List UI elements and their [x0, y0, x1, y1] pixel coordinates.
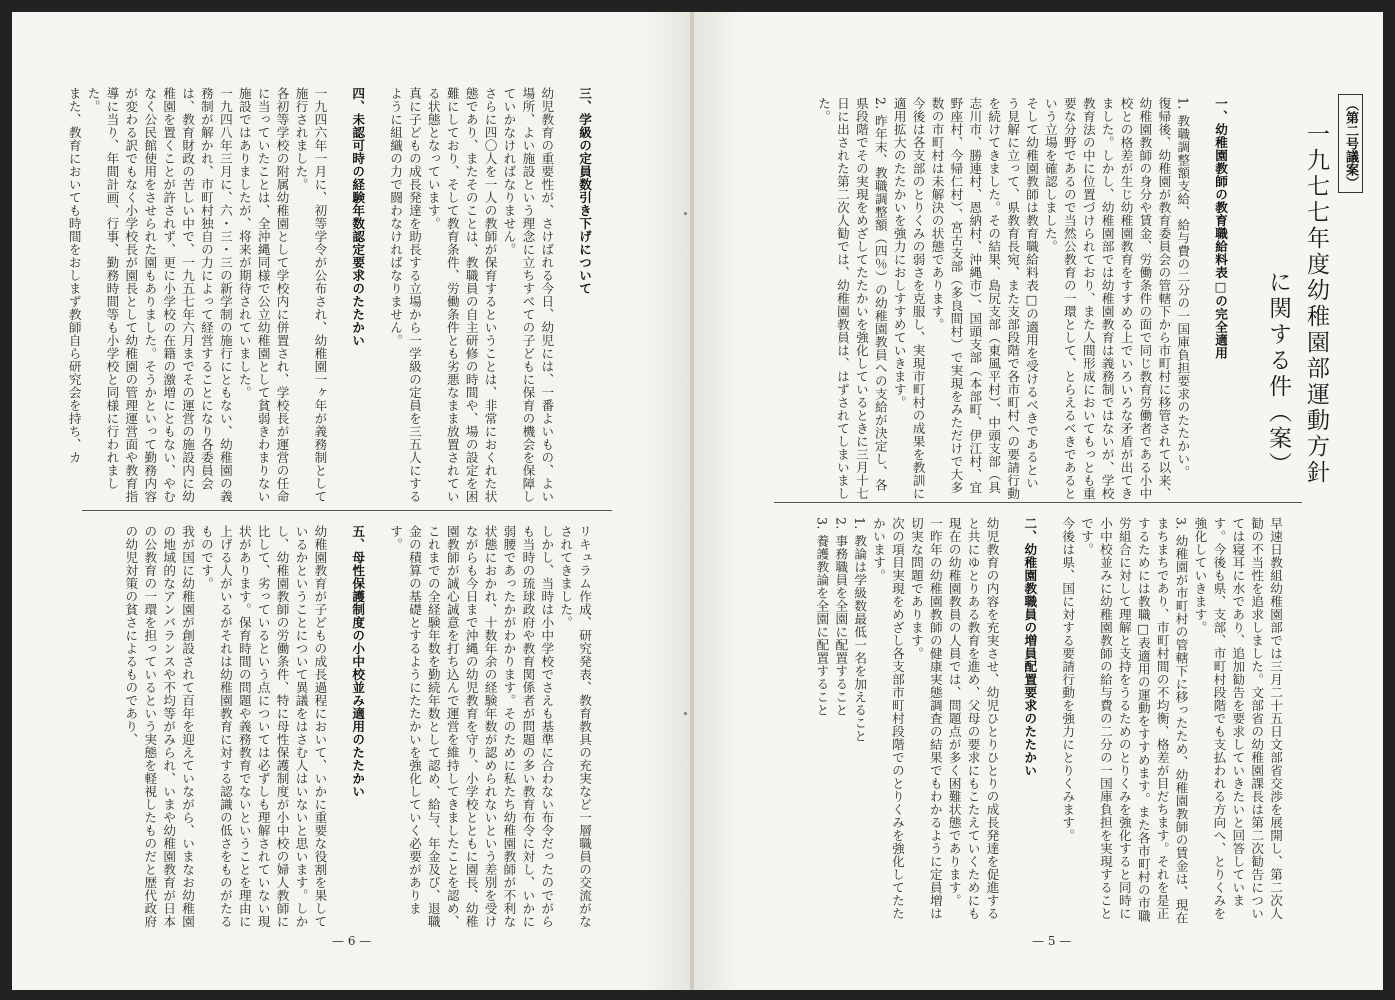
staple-mark: [684, 712, 687, 715]
staple-mark: [684, 212, 687, 215]
section-4-heading: 四、未認可時の経験年数認定要求のたたかい: [350, 87, 366, 347]
left-page: [12, 12, 693, 990]
left-upper-text: [66, 87, 612, 507]
section-1-body: 1. 教職調整額支給、給与費の二分の一国庫負担要求のたたかい。 復帰後、幼稚園が教育委員会の管轄下から市町村に移管されて以来、幼稚園教師の身分や賃金、労働条件の面で同じ教育労働者である小中校との格差が生じ幼稚園教育をすすめる上でいろいろな矛盾が出てきました。しかし、幼稚園部では幼稚園教育は義務制ではないが、学校教育法の中に位置づけられており、また人間形成においてもっとも重要な分野であるので当然公教育の一環として、とらえるべきであるという立場を確認しました。 そして幼稚園教師は教育職給料表□の適用を受けるべきであるという見解に立って、県教育長宛、また支部段階で各市町村への要請行動を続けてきました。その結果、島尻支部（東風平村）、中頭支部（具志川市、勝連村、恩納村、沖縄市）、国頭支部（本部町、伊江村、宜野座村、今帰仁村）、宮古支部（多良間村）で実現をみただけで大多数の市町村は未解決の状態であります。 今後は各支部のとりくみの弱さを克服し、実現市町村の成果を教訓に適用拡大のたたかいを強力におしすすめていきます。 2. 昨年末、教職調整額（四％）の幼稚園教員への支給が決定し、各県段階でその実現をめざしてたたかいを強化しているときに三月十七日に出された第二次人勧では、幼稚園教員は、はずされてしまいました。: [816, 97, 1191, 500]
section-1-heading: 一、幼稚園教師の教育職給料表□の完全適用: [1213, 97, 1229, 360]
right-divider: [774, 502, 1302, 503]
document-title-line-1: 一九七七年度幼稚園部運動方針: [1303, 122, 1329, 486]
section-2-heading: 二、幼稚園教職員の増員配置要求のたたかい: [1022, 517, 1038, 777]
right-lower-text: [778, 517, 1303, 927]
section-4-body: 一九四六年一月に、初等学令が公布され、幼稚園一ヶ年が義務制として施行されました。 各初等学校の附属幼稚園として学校内に併置され、学校長が運営の任命に当っていたことは、全沖縄同様で公立幼稚園として貧弱きわまりない施設ではありましたが、将来が期待されていました。 一九四八年三月に、六・三・三の新学制の施行にともない、幼稚園の義務制が解かれ、市町村独自の力によって経営することになり各委員会は、教育財政の苦しい中で、一九五七年六月までその運営の施設内に幼稚園を置くことが許されず、更に小学校の在籍の激増にともない、やむなく公民館使用をさせられた園もありました。そうかといって勤務内容が変わる訳でもなく小学校長が園長として幼稚園の管理運営面や教育指導に当り、年間計画、行事、勤務時間等も小学校と同様に行われました。 また、教育においても時間をおしまず教師自ら研究会を持ち、カ: [66, 87, 328, 503]
page-number-5: — 5 —: [1032, 934, 1072, 948]
section-5-heading: 五、母性保護制度の小中校並み適用のたたかい: [350, 525, 366, 798]
section-3-body: 幼児教育の重要性が、さけばれる今日、幼児には、一番よいもの、よい場所、よい施設という理念に立ちすべての子どもに保育の機会を保障していかなければなりません。 さらに四〇人を一人の教師が保育するということは、非常におくれた状態であり、またそのことは、教職員の自主研修の時間や、場の設定を困難にしており、そして教育条件、労働条件とも劣悪なまま放置されている状態となっています。 真に子どもの成長発達を助長する立場から一学級の定員を三五人にするように組織の力で闘わなければなりません。: [388, 87, 555, 503]
section-4-continued: リキュラム作成、研究発表、教育教具の充実など一層職員の交流がなされてきました。 しかし、当時は小中学校でさえも基準に合わない布令だったのでがらも当時の琉球政府や教育関係者が問題の多い教育布令に対し、いかに弱腰であったかがわかります。そのために私たち幼稚園教師が不利な状態におかれ、十数年余の経験年数が認められないという差別を受けながらも今日まで沖縄の幼児教育を守り、小学校とともに園長、幼稚園教師が誠心誠意を打ち込んで運営を維持してきましたことを認め、これまでの全経験年数を勤続年数として認め、給与、年金及び、退職金の積算の基礎とするようにたたかいを強化していく必要があります。: [388, 525, 593, 928]
agenda-label: （第二号議案）: [1338, 94, 1363, 193]
right-page: [694, 12, 1383, 990]
section-5-body: 幼稚園教育が子どもの成長過程において、いかに重要な役割を果しているかということについて異議をはさむ人はいないと思います。しかし、幼稚園教師の労働条件、特に母性保護制度が小中校の婦人教師に比して、劣っているという点については必ずしも理解されていない現状があります。保育時間の問題や義務教育でないということを理由に上げる人がいるがそれは幼稚園教育に対する認識の低さをものがたるものです。 我が国に幼稚園が創設されて百年を迎えていながら、いまなお幼稚園の地域的なアンバランスや不均等がみられ、いまや幼稚園教育が日本の公教育の一環を担っているという実態を軽視したものだと歴代政府の幼児対策の貧さによるものであり、: [123, 525, 328, 928]
document-title-line-2: に関する件（案）: [1265, 270, 1291, 478]
page-number-6: — 6 —: [332, 934, 372, 948]
right-upper-text: [778, 97, 1248, 502]
left-divider: [82, 510, 612, 511]
section-2-body: 幼児教育の内容を充実させ、幼児ひとりひとりの成長発達を促進すると共にゆとりある教育を進め、父母の要求にもこたえていくためにも現在の幼稚園教員の人員では、問題点が多く困難状態であります。 一昨年の幼稚園教師の健康実態調査の結果でもわかるように定員増は切実な問題であります。 次の項目実現をめざし各支部市町村段階でのとりくみを強化してたたかいます。 1. 教論は学級数最低一名を加えること 2. 事務職員を全園に配置すること 3. 養護教論を全園に配置すること: [814, 517, 1000, 920]
section-1-continued: 早速日教組幼稚園部では三月二十五日文部省交渉を展開し、第二次人勧の不当性を追求しました。文部省の幼稚園課長は第二次勧告については寝耳に水であり、追加勧告を要求していきたいと回答しています。今後も県、支部、市町村段階でも支払われる方向へ、とりくみを強化していきます。 3. 幼稚園が市町村の管轄下に移ったため、幼稚園教師の賃金は、現在まちまちであり、市町村間の不均衡、格差が目だちます。それを是正するためには教職□表適用の運動をすすめます。また各市町村の市職労組合に対して理解と支持をうるためのとりくみを強化すると同時に小中校並みに幼稚園教師の給与費の二分の一国庫負担を実現することです。 今後は県、国に対する要請行動を強力にとりくみます。: [1060, 517, 1284, 925]
left-lower-text: [92, 525, 612, 935]
section-3-heading: 三、学級の定員数引き下げについて: [577, 87, 593, 295]
